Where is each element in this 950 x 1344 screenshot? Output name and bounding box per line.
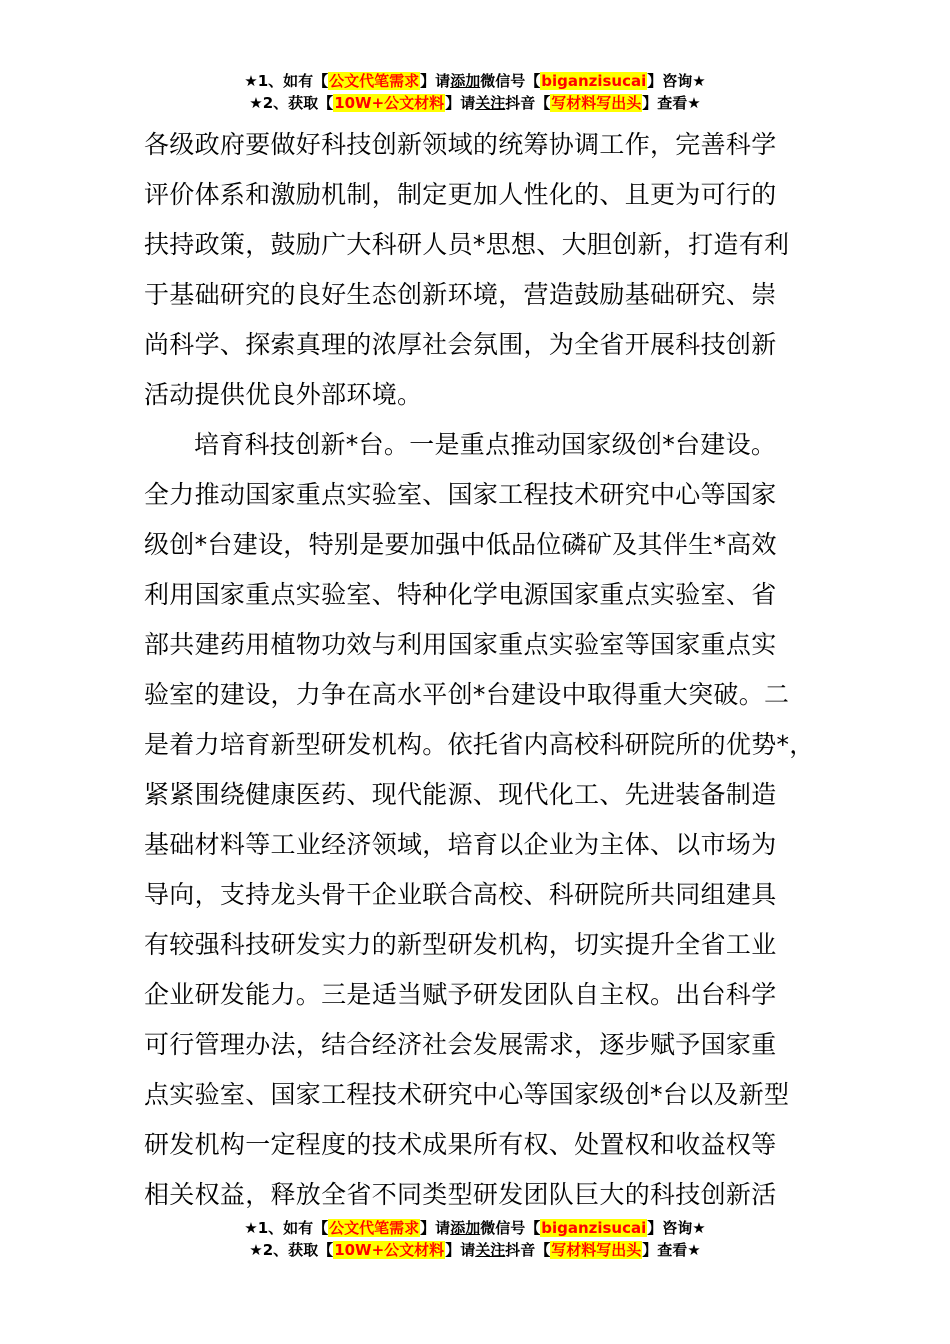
banner-line-2: ★2、获取【10W+公文材料】请关注抖音【写材料写出头】查看★	[249, 94, 701, 112]
banner-highlight: 10W+公文材料	[334, 1241, 445, 1259]
banner-highlight: 写材料写出头	[551, 1241, 642, 1259]
body-line: 级创*台建设，特别是要加强中低品位磷矿及其伴生*高效	[144, 530, 777, 559]
body-line: 研发机构一定程度的技术成果所有权、处置权和收益权等	[144, 1130, 777, 1159]
body-line: 导向，支持龙头骨干企业联合高校、科研院所共同组建具	[144, 880, 777, 909]
body-line: 尚科学、探索真理的浓厚社会氛围，为全省开展科技创新	[144, 330, 777, 359]
body-line: 扶持政策，鼓励广大科研人员*思想、大胆创新，打造有利	[144, 230, 790, 259]
body-line: 可行管理办法，结合经济社会发展需求，逐步赋予国家重	[144, 1030, 777, 1059]
banner-highlight: 公文代笔需求	[329, 1219, 420, 1237]
banner-highlight: 公文代笔需求	[329, 72, 420, 90]
body-line: 于基础研究的良好生态创新环境，营造鼓励基础研究、崇	[144, 280, 777, 309]
footer-banner	[0, 1217, 950, 1261]
header-banner	[0, 70, 950, 114]
banner-highlight: biganzisucai	[541, 72, 647, 90]
body-line: 企业研发能力。三是适当赋予研发团队自主权。出台科学	[144, 980, 777, 1009]
body-line: 评价体系和激励机制，制定更加人性化的、且更为可行的	[144, 180, 777, 209]
document-body	[144, 120, 814, 1220]
body-line: 是着力培育新型研发机构。依托省内高校科研院所的优势*，	[144, 730, 815, 759]
body-line: 活动提供优良外部环境。	[144, 380, 423, 409]
banner-line-2: ★2、获取【10W+公文材料】请关注抖音【写材料写出头】查看★	[249, 1241, 701, 1259]
banner-line-1: ★1、如有【公文代笔需求】请添加微信号【biganzisucai】咨询★	[244, 72, 706, 90]
banner-line-1: ★1、如有【公文代笔需求】请添加微信号【biganzisucai】咨询★	[244, 1219, 706, 1237]
body-line: 有较强科技研发实力的新型研发机构，切实提升全省工业	[144, 930, 777, 959]
body-line: 基础材料等工业经济领域，培育以企业为主体、以市场为	[144, 830, 777, 859]
paragraph-start-line: 培育科技创新*台。一是重点推动国家级创*台建设。	[194, 430, 777, 459]
body-line: 验室的建设，力争在高水平创*台建设中取得重大突破。二	[144, 680, 790, 709]
body-line: 全力推动国家重点实验室、国家工程技术研究中心等国家	[144, 480, 777, 509]
banner-highlight: biganzisucai	[541, 1219, 647, 1237]
body-line: 各级政府要做好科技创新领域的统筹协调工作，完善科学	[144, 130, 777, 159]
body-line: 点实验室、国家工程技术研究中心等国家级创*台以及新型	[144, 1080, 790, 1109]
body-line: 部共建药用植物功效与利用国家重点实验室等国家重点实	[144, 630, 777, 659]
body-line: 紧紧围绕健康医药、现代能源、现代化工、先进装备制造	[144, 780, 777, 809]
body-line: 利用国家重点实验室、特种化学电源国家重点实验室、省	[144, 580, 777, 609]
banner-highlight: 写材料写出头	[551, 94, 642, 112]
body-line: 相关权益，释放全省不同类型研发团队巨大的科技创新活	[144, 1180, 777, 1209]
banner-highlight: 10W+公文材料	[334, 94, 445, 112]
